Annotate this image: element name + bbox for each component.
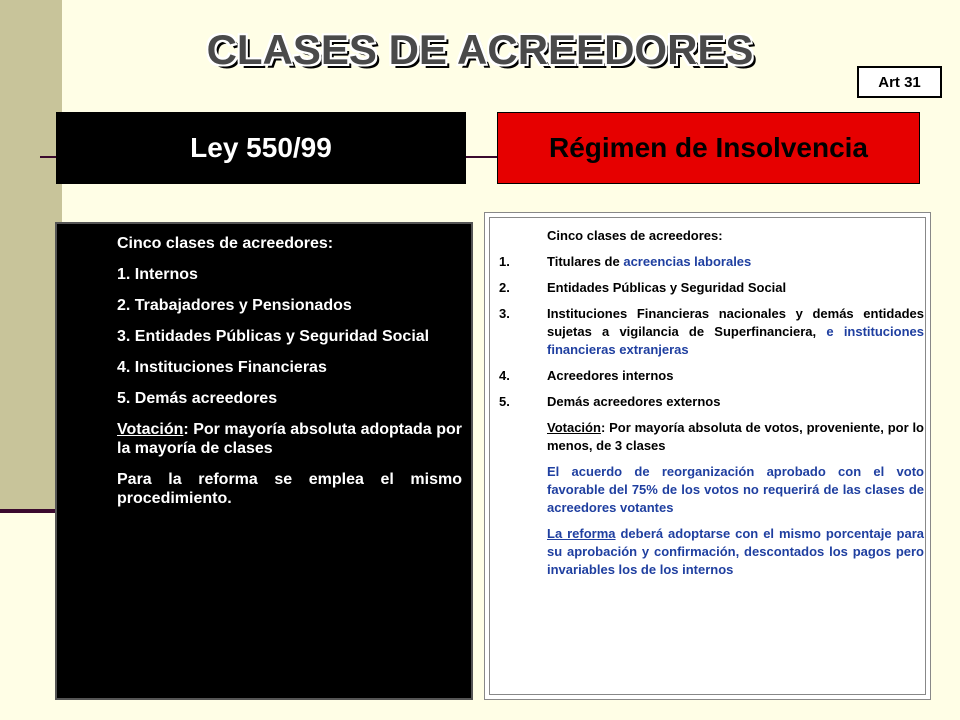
left-item: 2. Trabajadores y Pensionados xyxy=(117,297,352,314)
right-reform: La reforma deberá adoptarse con el mismo porcentaje para su aprobación y confirmación, descontados los pagos pero invariables los de los internos xyxy=(547,526,924,577)
article-callout xyxy=(857,66,942,98)
regimen-insolvencia-header: Régimen de Insolvencia xyxy=(497,112,920,184)
side-decoration-band xyxy=(0,0,62,512)
left-item: 5. Demás acreedores xyxy=(117,390,278,407)
page-title: CLASES DE ACREEDORES xyxy=(206,26,754,73)
right-intro: Cinco clases de acreedores: xyxy=(547,228,723,243)
right-agreement: El acuerdo de reorganización aprobado con el voto favorable del 75% de los votos no requerirá de las clases de acreedores votantes xyxy=(547,464,924,515)
right-item: 5. Demás acreedores externos xyxy=(499,394,721,409)
right-item: 1. Titulares de acreencias laborales xyxy=(499,254,752,269)
ley-550-panel xyxy=(55,222,473,700)
left-vote-text: : Por mayoría absoluta adoptada por la mayoría de clases xyxy=(117,421,462,457)
left-intro: Cinco clases de acreedores: xyxy=(117,235,334,252)
left-item: 1. Internos xyxy=(117,266,198,283)
left-vote-label: Votación xyxy=(117,421,184,438)
connector-line-middle xyxy=(466,156,497,158)
regimen-insolvencia-panel xyxy=(484,212,931,700)
ley-550-header: Ley 550/99 xyxy=(56,112,466,184)
right-item: 4. Acreedores internos xyxy=(499,368,674,383)
right-item: 2. Entidades Públicas y Seguridad Social xyxy=(499,280,787,295)
left-item: 4. Instituciones Financieras xyxy=(117,359,327,376)
left-item: 3. Entidades Públicas y Seguridad Social xyxy=(117,328,430,345)
connector-line-left xyxy=(40,156,56,158)
side-decoration-line xyxy=(0,509,56,513)
article-callout-label: Art 31 xyxy=(878,73,921,91)
right-item: 3. Instituciones Financieras nacionales y demás entidades sujetas a vigilancia de Superfinanciera, e instituciones financieras extranjeras xyxy=(499,306,924,357)
left-reform: Para la reforma se emplea el mismo procedimiento. xyxy=(117,471,462,507)
right-vote: Votación: Por mayoría absoluta de votos, proveniente, por lo menos, de 3 clases xyxy=(547,420,924,453)
left-vote xyxy=(117,420,462,458)
